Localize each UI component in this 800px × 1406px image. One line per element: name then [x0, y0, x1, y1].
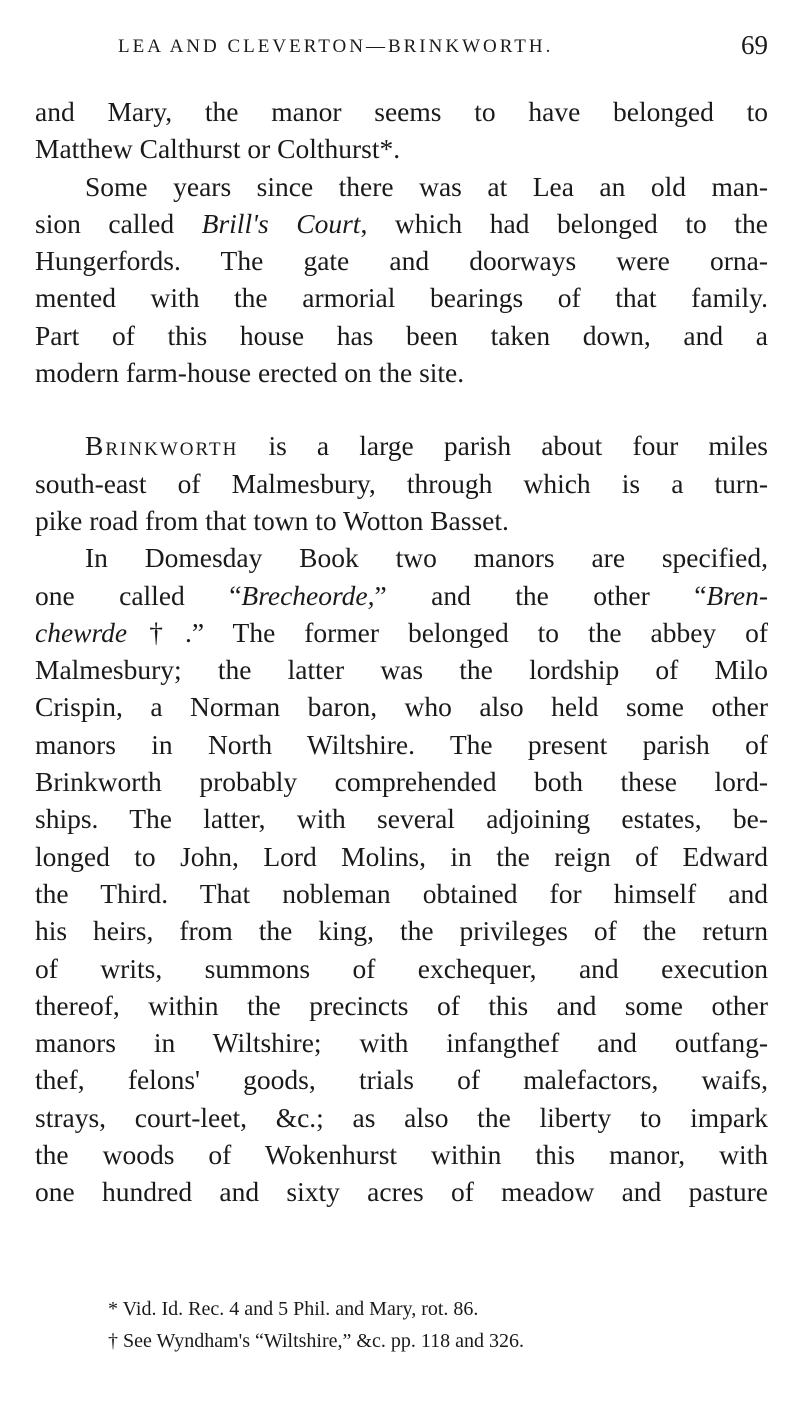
text-line: thereof, within the precincts of this and some other [35, 989, 768, 1021]
text-span: one called “ [35, 579, 242, 611]
text-line: of writs, summons of exchequer, and execution [35, 952, 768, 984]
footnote: † See Wyndham's “Wiltshire,” &c. pp. 118 and 326. [108, 1330, 524, 1352]
text-line: Brinkworth probably comprehended both these lord- [35, 766, 768, 798]
text-line: In Domesday Book two manors are specified, [85, 542, 768, 574]
footnote: * Vid. Id. Rec. 4 and 5 Phil. and Mary, rot. 86. [108, 1298, 479, 1320]
italic-manor-name: Bren- [706, 579, 768, 611]
italic-place-name: Brill's Court [201, 207, 361, 239]
text-line: the Third. That nobleman obtained for himself and [35, 877, 768, 909]
text-line: manors in Wiltshire; with infangthef and outfang- [35, 1027, 768, 1059]
text-line: longed to John, Lord Molins, in the reign of Edward [35, 840, 768, 872]
running-head: LEA AND CLEVERTON—BRINKWORTH. [118, 36, 554, 57]
text-span: is a large parish about four miles [238, 430, 768, 462]
text-span: ” and the other “ [374, 579, 707, 611]
text-line [35, 614, 768, 651]
text-span: sion called [35, 207, 202, 239]
text-line: Crispin, a Norman baron, who also held some other [35, 691, 768, 723]
text-line: Matthew Calthurst or Colthurst*. [35, 133, 401, 165]
section-lead-word: Brinkworth [85, 430, 239, 462]
text-line: strays, court-leet, &c.; as also the liberty to impark [35, 1101, 768, 1133]
text-line [35, 577, 768, 614]
text-line: Hungerfords. The gate and doorways were orna- [35, 245, 768, 277]
text-line: thef, felons' goods, trials of malefactors, waifs, [35, 1064, 768, 1096]
text-line: modern farm-house erected on the site. [35, 357, 465, 389]
text-line: the woods of Wokenhurst within this manor, with [35, 1139, 768, 1171]
text-line: pike road from that town to Wotton Basset. [35, 504, 509, 536]
body-text [35, 93, 768, 1211]
text-line: Part of this house has been taken down, and a [35, 319, 768, 351]
text-line: and Mary, the manor seems to have belonged to [35, 96, 768, 127]
page-header [60, 30, 770, 70]
text-line: ships. The latter, with several adjoining estates, be- [35, 803, 768, 835]
text-line: Some years since there was at Lea an old man- [85, 170, 768, 202]
text-line [35, 205, 768, 242]
text-span: , which had belonged to the [360, 207, 768, 239]
text-line: one hundred and sixty acres of meadow and pasture [35, 1176, 768, 1208]
section-gap [35, 391, 768, 427]
italic-manor-name: Brecheorde, [241, 579, 375, 611]
footnotes [108, 1293, 748, 1357]
text-line: south-east of Malmesbury, through which is a turn- [35, 467, 768, 499]
text-line: his heirs, from the king, the privileges of the return [35, 915, 768, 947]
text-line [35, 427, 768, 464]
italic-manor-name: chewrde [35, 616, 128, 648]
text-line: manors in North Wiltshire. The present parish of [35, 728, 768, 760]
page-number: 69 [741, 30, 768, 60]
text-line: mented with the armorial bearings of that family. [35, 282, 768, 314]
text-line: Malmesbury; the latter was the lordship of Milo [35, 654, 768, 686]
text-span: †.” The former belonged to the abbey of [127, 616, 768, 648]
